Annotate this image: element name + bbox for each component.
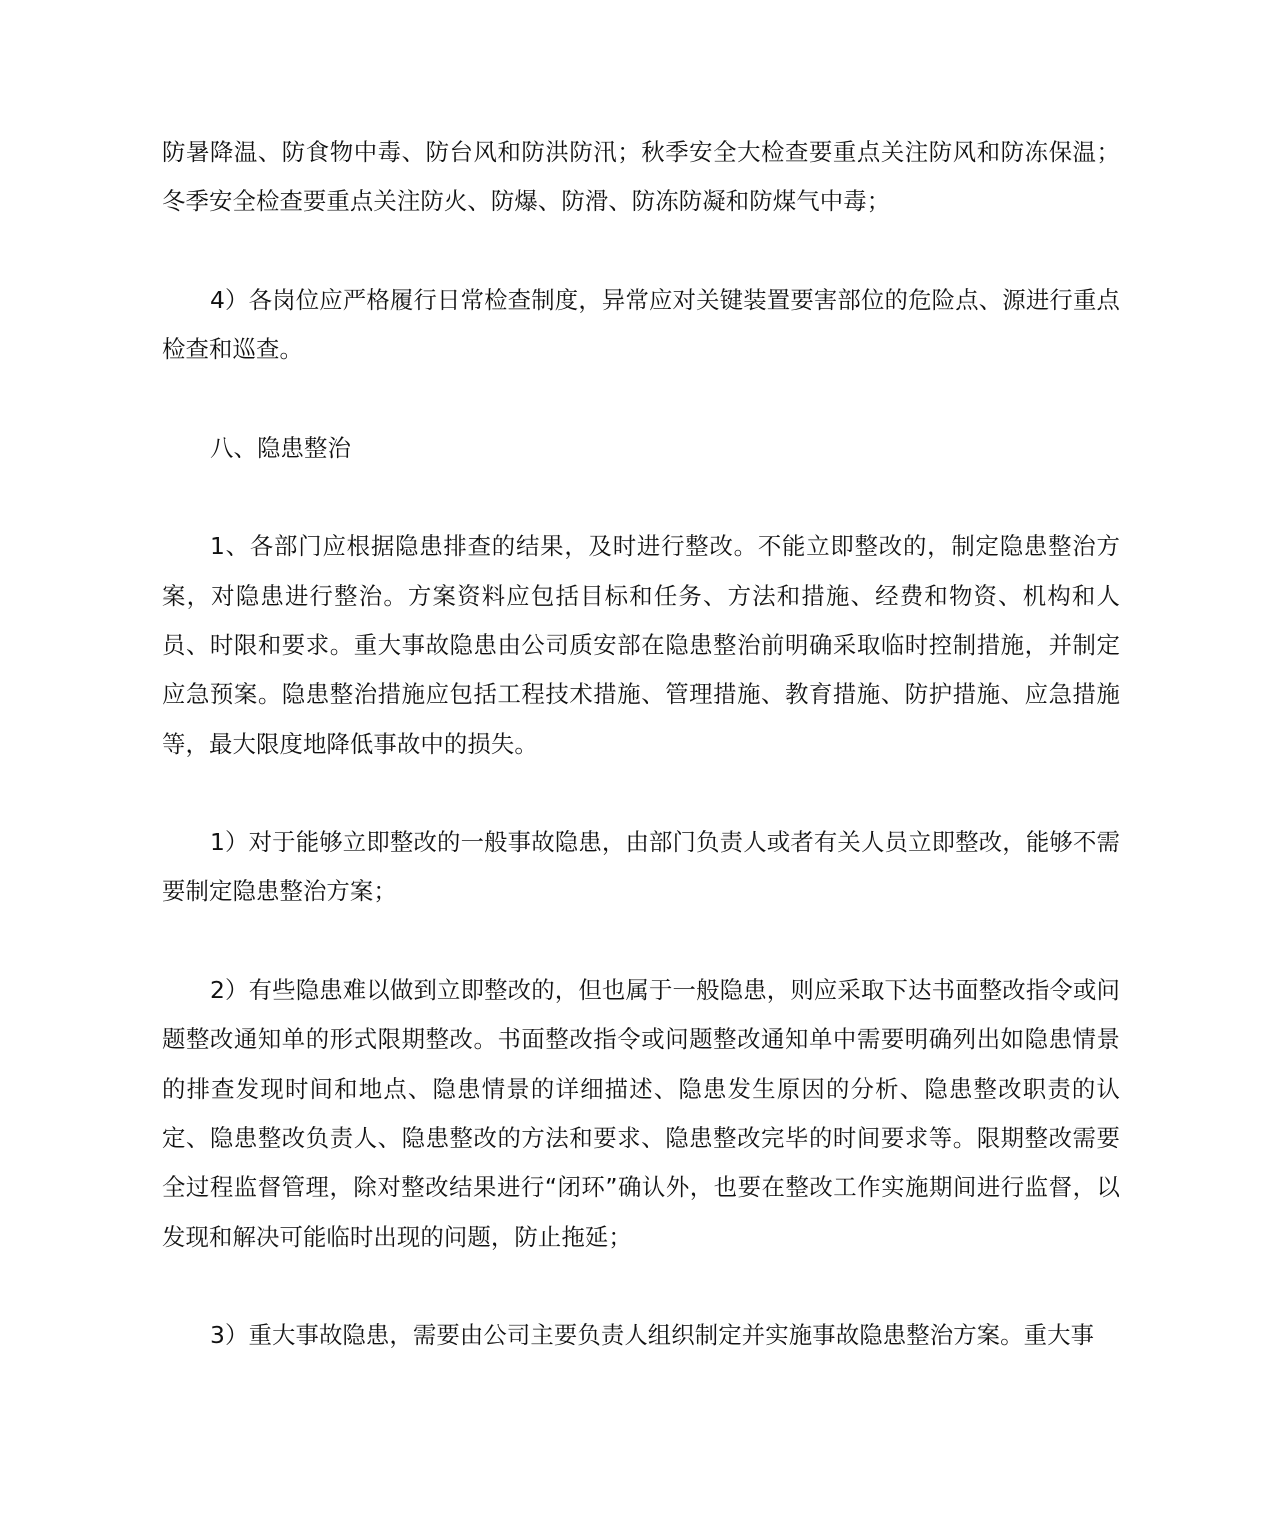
document-page: [162, 128, 1120, 1410]
paragraph-immediate-rectification: 1）对于能够立即整改的一般事故隐患，由部门负责人或者有关人员立即整改，能够不需要制定隐患整治方案；: [162, 828, 1120, 906]
section-heading-hazard-rectification: 八、隐患整治: [210, 433, 351, 462]
paragraph-deadline-rectification: 2）有些隐患难以做到立即整改的，但也属于一般隐患，则应采取下达书面整改指令或问题整改通知单的形式限期整改。书面整改指令或问题整改通知单中需要明确列出如隐患情景的排查发现时间和地点、隐患情景的详细描述、隐患发生原因的分析、隐患整改职责的认定、隐患整改负责人、隐患整改的方法和要求、隐患整改完毕的时间要求等。限期整改需要全过程监督管理，除对整改结果进行“闭环”确认外，也要在整改工作实施期间进行监督，以发现和解决可能临时出现的问题，防止拖延；: [162, 976, 1120, 1251]
paragraph-rectification-plan: 1、各部门应根据隐患排查的结果，及时进行整改。不能立即整改的，制定隐患整治方案，对隐患进行整治。方案资料应包括目标和任务、方法和措施、经费和物资、机构和人员、时限和要求。重大事故隐患由公司质安部在隐患整治前明确采取临时控制措施，并制定应急预案。隐患整治措施应包括工程技术措施、管理措施、教育措施、防护措施、应急措施等，最大限度地降低事故中的损失。: [162, 532, 1120, 758]
paragraph-major-hazards: 3）重大事故隐患，需要由公司主要负责人组织制定并实施事故隐患整治方案。重大事: [210, 1321, 1095, 1350]
paragraph-daily-inspection: 4）各岗位应严格履行日常检查制度，异常应对关键装置要害部位的危险点、源进行重点检查和巡查。: [162, 285, 1120, 364]
paragraph-seasonal-checks: 防暑降温、防食物中毒、防台风和防洪防汛；秋季安全大检查要重点关注防风和防冻保温；冬季安全检查要重点关注防火、防爆、防滑、防冻防凝和防煤气中毒；: [162, 138, 1120, 216]
